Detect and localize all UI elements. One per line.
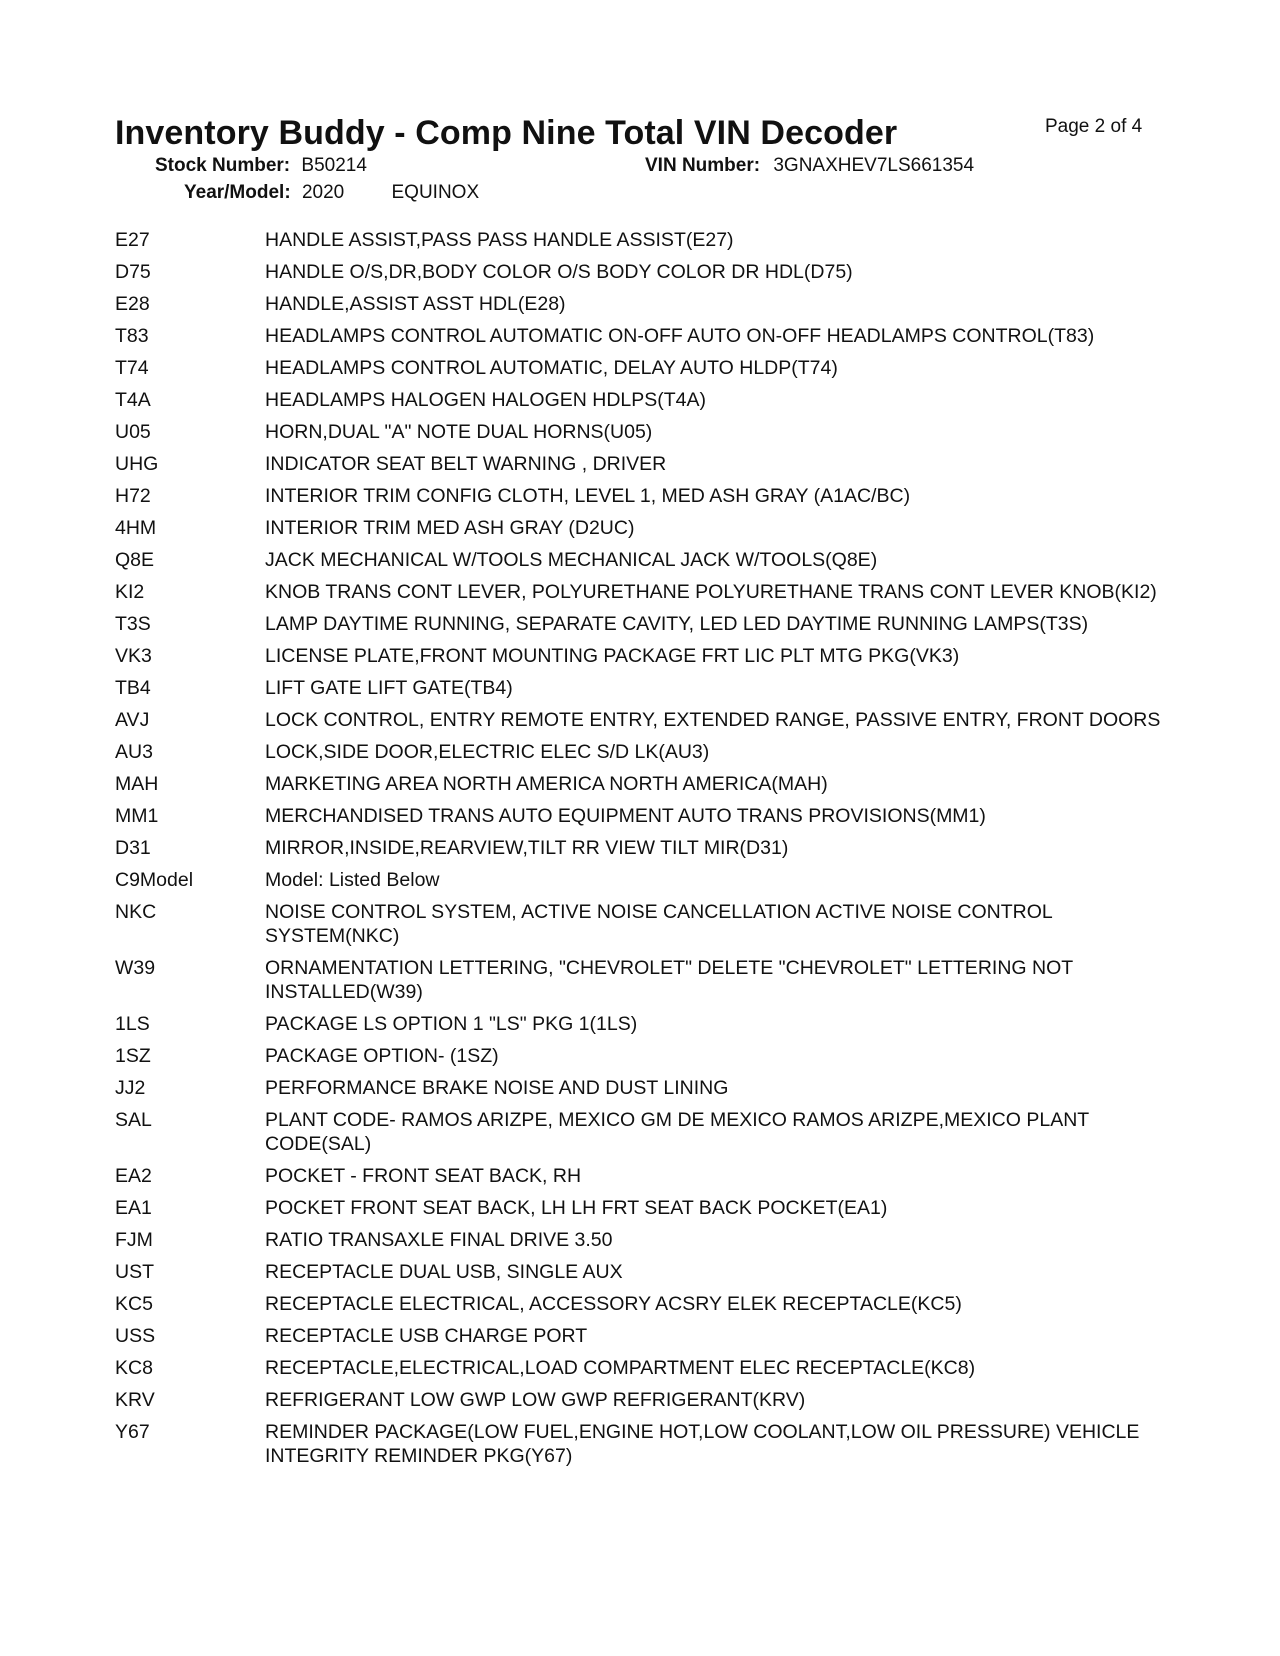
option-code: E28 bbox=[115, 293, 150, 315]
option-description: Model: Listed Below bbox=[265, 869, 440, 891]
option-description: MARKETING AREA NORTH AMERICA NORTH AMERICA(MAH) bbox=[265, 773, 828, 795]
option-code: USS bbox=[115, 1325, 156, 1347]
option-code: KI2 bbox=[115, 581, 145, 603]
option-description: PERFORMANCE BRAKE NOISE AND DUST LINING bbox=[265, 1077, 729, 1099]
option-code: T74 bbox=[115, 357, 149, 379]
option-description: RECEPTACLE USB CHARGE PORT bbox=[265, 1325, 588, 1347]
option-description: HEADLAMPS CONTROL AUTOMATIC, DELAY AUTO HLDP(T74) bbox=[265, 357, 838, 379]
option-code: MAH bbox=[115, 773, 159, 795]
option-description: RECEPTACLE DUAL USB, SINGLE AUX bbox=[265, 1261, 623, 1283]
option-code: W39 bbox=[115, 957, 156, 979]
option-row bbox=[0, 644, 1280, 668]
option-row bbox=[0, 1420, 1280, 1468]
model-value: EQUINOX bbox=[391, 182, 480, 203]
option-row bbox=[0, 804, 1280, 828]
option-code: VK3 bbox=[115, 645, 152, 667]
option-code: SAL bbox=[115, 1109, 152, 1131]
option-description: PACKAGE OPTION- (1SZ) bbox=[265, 1045, 499, 1067]
option-code: TB4 bbox=[115, 677, 151, 699]
option-code: KRV bbox=[115, 1389, 155, 1411]
option-code: EA2 bbox=[115, 1165, 152, 1187]
option-description: RATIO TRANSAXLE FINAL DRIVE 3.50 bbox=[265, 1229, 613, 1251]
option-row bbox=[0, 1292, 1280, 1316]
option-code: D31 bbox=[115, 837, 151, 859]
option-description: MIRROR,INSIDE,REARVIEW,TILT RR VIEW TILT MIR(D31) bbox=[265, 837, 789, 859]
option-description: HANDLE,ASSIST ASST HDL(E28) bbox=[265, 293, 566, 315]
option-row bbox=[0, 516, 1280, 540]
option-code: FJM bbox=[115, 1229, 153, 1251]
option-row bbox=[0, 484, 1280, 508]
option-description: HEADLAMPS HALOGEN HALOGEN HDLPS(T4A) bbox=[265, 389, 707, 411]
option-description: POCKET - FRONT SEAT BACK, RH bbox=[265, 1165, 582, 1187]
option-code: D75 bbox=[115, 261, 151, 283]
option-description: LIFT GATE LIFT GATE(TB4) bbox=[265, 677, 513, 699]
option-code: H72 bbox=[115, 485, 151, 507]
option-row bbox=[0, 956, 1280, 1004]
option-description: PACKAGE LS OPTION 1 "LS" PKG 1(1LS) bbox=[265, 1013, 638, 1035]
option-row bbox=[0, 1260, 1280, 1284]
option-code: Q8E bbox=[115, 549, 155, 571]
option-description: HANDLE O/S,DR,BODY COLOR O/S BODY COLOR DR HDL(D75) bbox=[265, 261, 853, 283]
option-code: JJ2 bbox=[115, 1077, 146, 1099]
option-description: HEADLAMPS CONTROL AUTOMATIC ON-OFF AUTO ON-OFF HEADLAMPS CONTROL(T83) bbox=[265, 325, 1095, 347]
option-row bbox=[0, 900, 1280, 948]
option-description: POCKET FRONT SEAT BACK, LH LH FRT SEAT BACK POCKET(EA1) bbox=[265, 1197, 888, 1219]
option-row bbox=[0, 836, 1280, 860]
page-title: Inventory Buddy - Comp Nine Total VIN Decoder bbox=[115, 114, 898, 152]
option-row bbox=[0, 676, 1280, 700]
option-row bbox=[0, 1196, 1280, 1220]
option-row bbox=[0, 356, 1280, 380]
option-code: UHG bbox=[115, 453, 159, 475]
option-row bbox=[0, 420, 1280, 444]
option-description: REFRIGERANT LOW GWP LOW GWP REFRIGERANT(KRV) bbox=[265, 1389, 806, 1411]
option-row bbox=[0, 1324, 1280, 1348]
option-code: T83 bbox=[115, 325, 149, 347]
year-model bbox=[184, 182, 479, 204]
vin-number bbox=[645, 155, 974, 177]
year-model-label: Year/Model: bbox=[184, 182, 291, 203]
option-row bbox=[0, 580, 1280, 604]
option-description: LOCK,SIDE DOOR,ELECTRIC ELEC S/D LK(AU3) bbox=[265, 741, 710, 763]
option-description: HANDLE ASSIST,PASS PASS HANDLE ASSIST(E27) bbox=[265, 229, 734, 251]
option-code: UST bbox=[115, 1261, 154, 1283]
option-code: 4HM bbox=[115, 517, 157, 539]
option-row bbox=[0, 548, 1280, 572]
option-row bbox=[0, 868, 1280, 892]
option-description: MERCHANDISED TRANS AUTO EQUIPMENT AUTO TRANS PROVISIONS(MM1) bbox=[265, 805, 986, 827]
option-description: INTERIOR TRIM CONFIG CLOTH, LEVEL 1, MED ASH GRAY (A1AC/BC) bbox=[265, 485, 911, 507]
option-description: INTERIOR TRIM MED ASH GRAY (D2UC) bbox=[265, 517, 635, 539]
option-code: AVJ bbox=[115, 709, 150, 731]
option-description: ORNAMENTATION LETTERING, "CHEVROLET" DELETE "CHEVROLET" LETTERING NOT INSTALLED(W39) bbox=[265, 957, 1073, 1003]
option-row bbox=[0, 1012, 1280, 1036]
option-description: RECEPTACLE,ELECTRICAL,LOAD COMPARTMENT ELEC RECEPTACLE(KC8) bbox=[265, 1357, 976, 1379]
option-row bbox=[0, 260, 1280, 284]
option-row bbox=[0, 772, 1280, 796]
option-row bbox=[0, 324, 1280, 348]
option-description: LOCK CONTROL, ENTRY REMOTE ENTRY, EXTENDED RANGE, PASSIVE ENTRY, FRONT DOORS bbox=[265, 709, 1161, 731]
option-description: KNOB TRANS CONT LEVER, POLYURETHANE POLYURETHANE TRANS CONT LEVER KNOB(KI2) bbox=[265, 581, 1157, 603]
option-row bbox=[0, 1388, 1280, 1412]
stock-number-label: Stock Number: bbox=[155, 155, 291, 176]
option-description: JACK MECHANICAL W/TOOLS MECHANICAL JACK W/TOOLS(Q8E) bbox=[265, 549, 878, 571]
option-code: EA1 bbox=[115, 1197, 152, 1219]
option-row bbox=[0, 1228, 1280, 1252]
page-number: Page 2 of 4 bbox=[1045, 116, 1143, 137]
option-code: T4A bbox=[115, 389, 151, 411]
option-row bbox=[0, 1356, 1280, 1380]
option-row bbox=[0, 228, 1280, 252]
option-description: HORN,DUAL "A" NOTE DUAL HORNS(U05) bbox=[265, 421, 653, 443]
option-code-list bbox=[0, 228, 1280, 1476]
option-row bbox=[0, 708, 1280, 732]
option-row bbox=[0, 452, 1280, 476]
option-description: LAMP DAYTIME RUNNING, SEPARATE CAVITY, LED LED DAYTIME RUNNING LAMPS(T3S) bbox=[265, 613, 1089, 635]
option-description: INDICATOR SEAT BELT WARNING , DRIVER bbox=[265, 453, 667, 475]
stock-number-value: B50214 bbox=[301, 155, 367, 176]
option-row bbox=[0, 292, 1280, 316]
option-row bbox=[0, 388, 1280, 412]
option-code: T3S bbox=[115, 613, 151, 635]
option-description: PLANT CODE- RAMOS ARIZPE, MEXICO GM DE MEXICO RAMOS ARIZPE,MEXICO PLANT CODE(SAL) bbox=[265, 1109, 1089, 1155]
option-code: 1SZ bbox=[115, 1045, 151, 1067]
option-code: Y67 bbox=[115, 1421, 150, 1443]
option-code: AU3 bbox=[115, 741, 153, 763]
option-code: C9Model bbox=[115, 869, 194, 891]
vin-number-value: 3GNAXHEV7LS661354 bbox=[773, 155, 975, 176]
year-value: 2020 bbox=[301, 182, 345, 203]
option-code: KC5 bbox=[115, 1293, 153, 1315]
option-code: MM1 bbox=[115, 805, 159, 827]
vin-number-label: VIN Number: bbox=[645, 155, 761, 176]
option-row bbox=[0, 1076, 1280, 1100]
option-code: U05 bbox=[115, 421, 151, 443]
option-row bbox=[0, 740, 1280, 764]
stock-number bbox=[155, 155, 367, 177]
option-row bbox=[0, 1164, 1280, 1188]
option-description: REMINDER PACKAGE(LOW FUEL,ENGINE HOT,LOW COOLANT,LOW OIL PRESSURE) VEHICLE INTEGRITY REMINDER PKG(Y67) bbox=[265, 1421, 1140, 1467]
option-row bbox=[0, 1108, 1280, 1156]
option-description: NOISE CONTROL SYSTEM, ACTIVE NOISE CANCELLATION ACTIVE NOISE CONTROL SYSTEM(NKC) bbox=[265, 901, 1053, 947]
option-code: KC8 bbox=[115, 1357, 153, 1379]
option-row bbox=[0, 612, 1280, 636]
option-description: LICENSE PLATE,FRONT MOUNTING PACKAGE FRT LIC PLT MTG PKG(VK3) bbox=[265, 645, 960, 667]
option-row bbox=[0, 1044, 1280, 1068]
option-code: 1LS bbox=[115, 1013, 150, 1035]
option-code: NKC bbox=[115, 901, 157, 923]
option-code: E27 bbox=[115, 229, 150, 251]
option-description: RECEPTACLE ELECTRICAL, ACCESSORY ACSRY ELEK RECEPTACLE(KC5) bbox=[265, 1293, 962, 1315]
